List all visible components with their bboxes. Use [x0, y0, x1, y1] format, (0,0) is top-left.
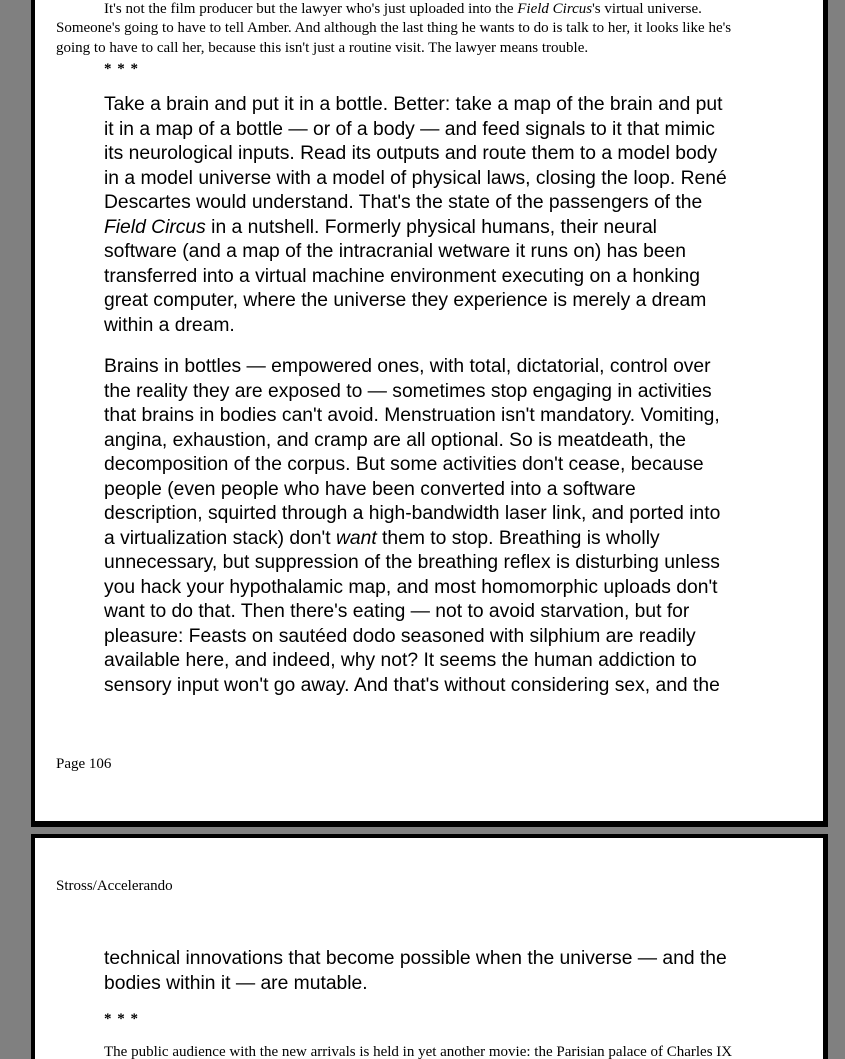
text-line — [104, 502, 819, 527]
text-segment: pleasure: Feasts on sautéed dodo seasoned with silphium are readily — [104, 625, 696, 647]
text-segment: sensory input won't go away. And that's without considering sex, and the — [104, 674, 720, 696]
text-segment: software (and a map of the intracranial wetware it runs on) has been — [104, 241, 686, 262]
text-line — [104, 142, 819, 167]
text-segment: Someone's going to have to tell Amber. And although the last thing he wants to do is talk to her, it looks like he's — [56, 20, 732, 37]
page-number: Page 106 — [56, 756, 112, 772]
page-106-content — [35, 0, 823, 821]
text-line — [104, 289, 819, 314]
text-segment: that brains in bodies can't avoid. Menstruation isn't mandatory. Vomiting, — [104, 405, 720, 426]
text-segment: 's virtual universe. — [592, 1, 702, 17]
text-line — [104, 93, 819, 118]
text-line — [104, 551, 819, 576]
text-line — [56, 19, 816, 38]
text-segment: Brains in bottles — empowered ones, with total, dictatorial, control over — [104, 356, 711, 377]
text-line — [104, 576, 819, 601]
text-segment: you hack your hypothalamic map, and most homomorphic uploads don't — [104, 576, 718, 598]
text-segment: technical innovations that become possible when the universe — and the — [104, 948, 727, 969]
page-next-content — [35, 838, 823, 1059]
text-line — [104, 674, 819, 699]
document-page-106 — [31, 0, 828, 827]
text-line — [56, 1043, 816, 1059]
closing-serif-paragraph — [56, 1043, 816, 1059]
text-line — [104, 380, 819, 405]
text-segment: the reality they are exposed to — sometimes stop engaging in activities — [104, 380, 712, 402]
text-line — [104, 947, 819, 972]
text-segment: its neurological inputs. Read its outputs and route them to a model body — [104, 143, 718, 164]
text-line — [104, 649, 819, 674]
text-segment: want to do that. Then there's eating — not to avoid starvation, but for — [104, 601, 690, 622]
text-segment: in a model universe with a model of physical laws, closing the loop. René — [104, 167, 727, 189]
running-header: Stross/Accelerando — [56, 878, 173, 894]
text-segment: Descartes would understand. That's the state of the passengers of the — [104, 192, 703, 213]
text-line — [56, 39, 816, 58]
text-line — [104, 478, 819, 503]
document-page-next — [31, 834, 828, 1059]
text-segment: them to stop. Breathing is wholly — [376, 527, 660, 549]
text-segment: Field Circus — [517, 1, 593, 17]
text-segment: It's not the film producer but the lawyer who's just uploaded into the — [104, 1, 518, 17]
text-line — [104, 453, 819, 478]
separator-1: * * * — [104, 61, 139, 77]
text-line — [104, 355, 819, 380]
text-line — [104, 404, 819, 429]
text-line — [104, 167, 819, 192]
body-paragraph-1 — [104, 93, 819, 338]
text-segment: people (even people who have been converted into a software — [104, 478, 636, 500]
text-line — [104, 972, 819, 997]
text-segment: angina, exhaustion, and cramp are all optional. So is meatdeath, the — [104, 429, 687, 451]
text-line — [56, 0, 816, 19]
text-line — [104, 625, 819, 650]
text-segment: unnecessary, but suppression of the breathing reflex is disturbing unless — [104, 552, 720, 573]
text-segment: transferred into a virtual machine environment executing on a honking — [104, 265, 700, 287]
text-line — [104, 240, 819, 265]
body-paragraph-2 — [104, 355, 819, 698]
text-line — [104, 600, 819, 625]
text-segment: want — [335, 527, 377, 549]
text-segment: within a dream. — [104, 314, 235, 336]
body-paragraph-3 — [104, 947, 819, 996]
text-line — [104, 191, 819, 216]
text-segment: Take a brain and put it in a bottle. Better: take a map of the brain and put — [104, 94, 723, 115]
text-segment: description, squirted through a high-bandwidth laser link, and ported into — [104, 503, 721, 524]
text-line — [104, 314, 819, 339]
text-segment: a virtualization stack) don't — [104, 527, 336, 549]
text-line — [104, 118, 819, 143]
separator-2: * * * — [104, 1011, 139, 1027]
text-segment: great computer, where the universe they experience is merely a dream — [104, 290, 707, 311]
text-line — [104, 527, 819, 552]
text-segment: in a nutshell. Formerly physical humans, their neural — [205, 216, 657, 238]
text-segment: decomposition of the corpus. But some activities don't cease, because — [104, 454, 704, 475]
text-segment: going to have to call her, because this isn't just a routine visit. The lawyer means trouble. — [56, 39, 589, 56]
text-line — [104, 216, 819, 241]
text-line — [104, 429, 819, 454]
text-segment: available here, and indeed, why not? It seems the human addiction to — [104, 650, 697, 671]
text-line — [104, 265, 819, 290]
text-segment: bodies within it — are mutable. — [104, 972, 368, 994]
text-segment: it in a map of a bottle — or of a body — and feed signals to it that mimic — [104, 118, 715, 140]
text-segment: The public audience with the new arrivals is held in yet another movie: the Parisian palace of Charles IX — [104, 1044, 733, 1059]
text-segment: Field Circus — [104, 216, 206, 238]
opening-serif-paragraph — [56, 0, 816, 58]
